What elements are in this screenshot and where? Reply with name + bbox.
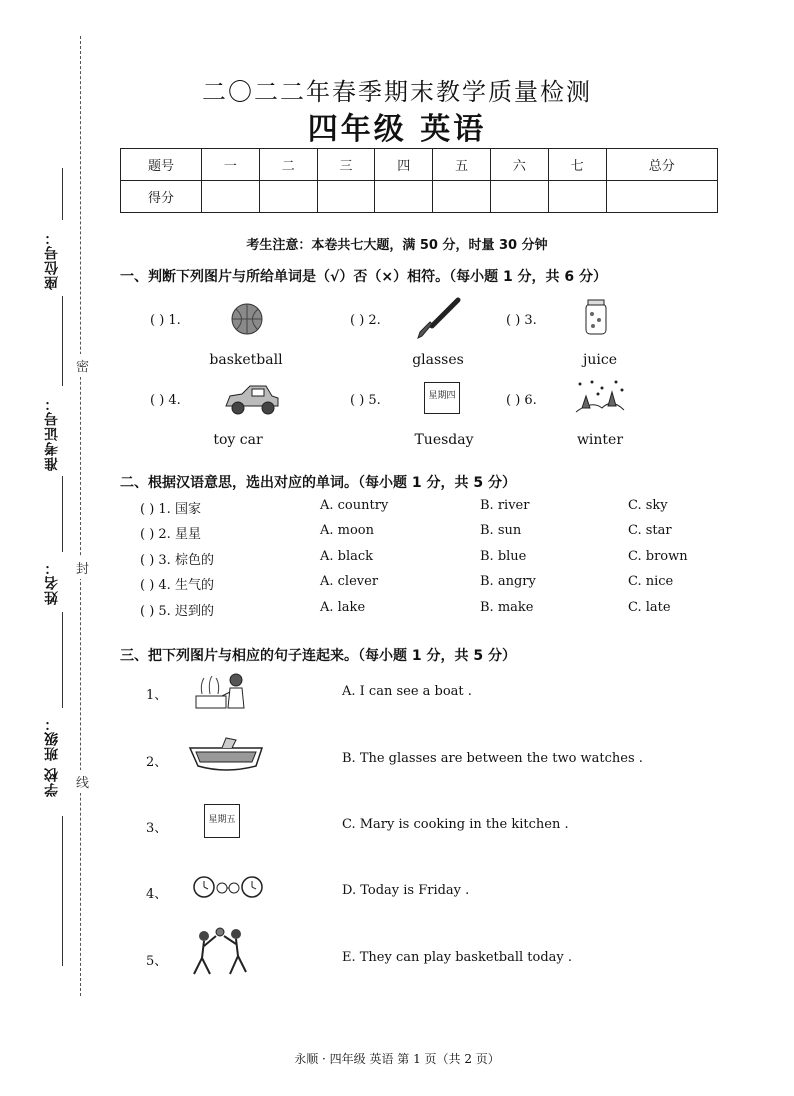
exam-subject: 四年级 英语 [307, 112, 487, 147]
score-table-score-row [121, 181, 718, 213]
page-footer: 永顺 · 四年级 英语 第 1 页（共 2 页） [294, 1052, 500, 1066]
s1-item-word: glasses [412, 352, 464, 368]
s2-option-b: B. blue [480, 549, 527, 564]
score-header-cell: 一 [202, 149, 260, 181]
s1-item-word: winter [576, 432, 624, 448]
section1-heading: 一、判断下列图片与所给单词是（√）否（×）相符。（每小题 1 分，共 6 分） [120, 269, 608, 285]
s2-option-b: B. make [480, 600, 534, 615]
basketball-players-icon [184, 926, 260, 978]
s1-item-number: ( ) 2. [350, 313, 381, 328]
s1-item-word: juice [583, 352, 617, 368]
score-cell[interactable] [433, 181, 491, 213]
s2-question: ( ) 1. 国家 [140, 502, 201, 517]
s2-question: ( ) 4. 生气的 [140, 578, 214, 593]
s1-item-word: Tuesday [414, 432, 474, 448]
score-table [120, 148, 718, 213]
s3-number: 1、 [146, 688, 168, 703]
cooking-girl-icon [190, 670, 250, 712]
s1-item-number: ( ) 6. [506, 393, 537, 408]
s1-item-word: basketball [209, 352, 283, 368]
score-header-cell: 三 [317, 149, 375, 181]
exam-title: 二〇二二年春季期末教学质量检测 [202, 78, 592, 106]
seal-mark: 密 [76, 354, 89, 377]
s2-question: ( ) 5. 迟到的 [140, 604, 214, 619]
s2-option-a: A. lake [320, 600, 366, 615]
class-blank [62, 612, 63, 708]
score-header-cell: 四 [375, 149, 433, 181]
score-table-header-row [121, 149, 718, 181]
paintbrush-icon [412, 296, 462, 342]
score-header-cell: 二 [259, 149, 317, 181]
s3-number: 3、 [146, 821, 168, 836]
s2-option-c: C. sky [628, 498, 668, 513]
section3-heading: 三、把下列图片与相应的句子连起来。（每小题 1 分，共 5 分） [120, 648, 516, 664]
s3-sentence: D. Today is Friday . [342, 883, 470, 898]
s2-option-c: C. brown [628, 549, 688, 564]
score-header-cell: 题号 [121, 149, 202, 181]
score-header-cell: 总分 [606, 149, 717, 181]
s3-sentence: B. The glasses are between the two watches . [342, 751, 643, 766]
s1-item-number: ( ) 4. [150, 393, 181, 408]
seat-blank [62, 168, 63, 220]
s1-item-number: ( ) 3. [506, 313, 537, 328]
s2-option-a: A. country [320, 498, 389, 513]
calendar-icon: 星期四 [424, 382, 460, 414]
s2-option-b: B. river [480, 498, 530, 513]
s2-option-a: A. clever [320, 574, 379, 589]
s3-sentence: A. I can see a boat . [342, 684, 472, 699]
seal-mark: 线 [76, 770, 89, 793]
s3-number: 4、 [146, 887, 168, 902]
score-cell[interactable] [548, 181, 606, 213]
score-cell[interactable] [375, 181, 433, 213]
s2-option-b: B. angry [480, 574, 536, 589]
score-cell[interactable] [317, 181, 375, 213]
exam-no-label: 准考证号： [44, 396, 60, 471]
name-label: 姓名： [44, 560, 60, 605]
score-cell[interactable] [259, 181, 317, 213]
score-row-label: 得分 [121, 181, 202, 213]
s3-sentence: C. Mary is cooking in the kitchen . [342, 817, 569, 832]
s2-option-c: C. star [628, 523, 672, 538]
s1-item-word: toy car [213, 432, 263, 448]
jar-icon [583, 298, 609, 338]
s1-item-number: ( ) 1. [150, 313, 181, 328]
name-blank [62, 476, 63, 552]
s2-option-a: A. moon [320, 523, 375, 538]
seal-mark: 封 [76, 556, 89, 579]
s3-sentence: E. They can play basketball today . [342, 950, 573, 965]
binding-dashed-line [80, 36, 81, 996]
s2-option-b: B. sun [480, 523, 522, 538]
car-icon [222, 382, 282, 416]
s2-question: ( ) 3. 棕色的 [140, 553, 214, 568]
ball-icon [230, 302, 264, 336]
score-cell[interactable] [202, 181, 260, 213]
glasses-watches-icon [190, 870, 266, 904]
score-cell[interactable] [606, 181, 717, 213]
s3-number: 5、 [146, 954, 168, 969]
section2-heading: 二、根据汉语意思，选出对应的单词。（每小题 1 分，共 5 分） [120, 475, 516, 491]
school-blank [62, 816, 63, 966]
score-header-cell: 五 [433, 149, 491, 181]
boat-icon [186, 734, 266, 774]
score-cell[interactable] [490, 181, 548, 213]
exam-notice: 考生注意：本卷共七大题，满 50 分，时量 30 分钟 [246, 238, 548, 253]
calendar-icon: 星期五 [204, 804, 240, 838]
score-header-cell: 七 [548, 149, 606, 181]
exam-no-blank [62, 296, 63, 386]
score-header-cell: 六 [490, 149, 548, 181]
seat-label: 座位号： [44, 230, 60, 290]
s2-question: ( ) 2. 星星 [140, 527, 201, 542]
class-school-label: 学校 班级： [44, 716, 60, 797]
s2-option-c: C. late [628, 600, 671, 615]
snow-scene-icon [572, 378, 626, 416]
s2-option-c: C. nice [628, 574, 674, 589]
s1-item-number: ( ) 5. [350, 393, 381, 408]
s3-number: 2、 [146, 755, 168, 770]
s2-option-a: A. black [320, 549, 374, 564]
